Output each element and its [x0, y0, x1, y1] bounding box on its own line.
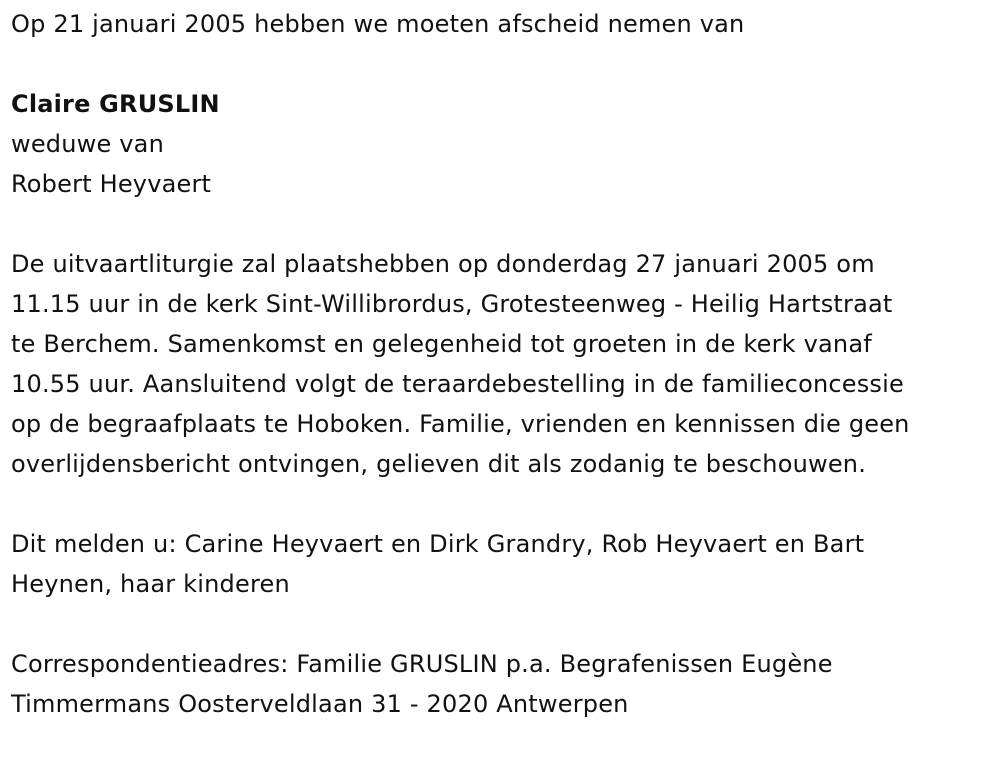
spouse-name: Robert Heyvaert — [11, 170, 212, 198]
announcers-line: Dit melden u: Carine Heyvaert en Dirk Grandry, Rob Heyvaert en Bart — [11, 530, 865, 558]
ceremony-line: 11.15 uur in de kerk Sint-Willibrordus, Grotesteenweg - Heilig Hartstraat — [11, 290, 893, 318]
intro-text: Op 21 januari 2005 hebben we moeten afscheid nemen van — [11, 10, 745, 38]
spacer — [11, 44, 991, 84]
ceremony-paragraph — [11, 244, 991, 484]
announcers-paragraph — [11, 524, 991, 604]
ceremony-line: op de begraafplaats te Hoboken. Familie, vrienden en kennissen die geen — [11, 410, 910, 438]
ceremony-line: te Berchem. Samenkomst en gelegenheid tot groeten in de kerk vanaf — [11, 330, 872, 358]
ceremony-line: De uitvaartliturgie zal plaatshebben op donderdag 27 januari 2005 om — [11, 250, 875, 278]
ceremony-line: 10.55 uur. Aansluitend volgt de teraardebestelling in de familieconcessie — [11, 370, 904, 398]
spacer — [11, 204, 991, 244]
death-notice — [11, 4, 991, 724]
announcers-line: Heynen, haar kinderen — [11, 570, 290, 598]
relation-text: weduwe van — [11, 130, 164, 158]
spacer — [11, 604, 991, 644]
address-line: Timmermans Oosterveldlaan 31 - 2020 Antwerpen — [11, 690, 629, 718]
deceased-name: Claire GRUSLIN — [11, 90, 220, 118]
address-line: Correspondentieadres: Familie GRUSLIN p.a. Begrafenissen Eugène — [11, 650, 833, 678]
spacer — [11, 484, 991, 524]
address-paragraph — [11, 644, 991, 724]
ceremony-line: overlijdensbericht ontvingen, gelieven dit als zodanig te beschouwen. — [11, 450, 867, 478]
